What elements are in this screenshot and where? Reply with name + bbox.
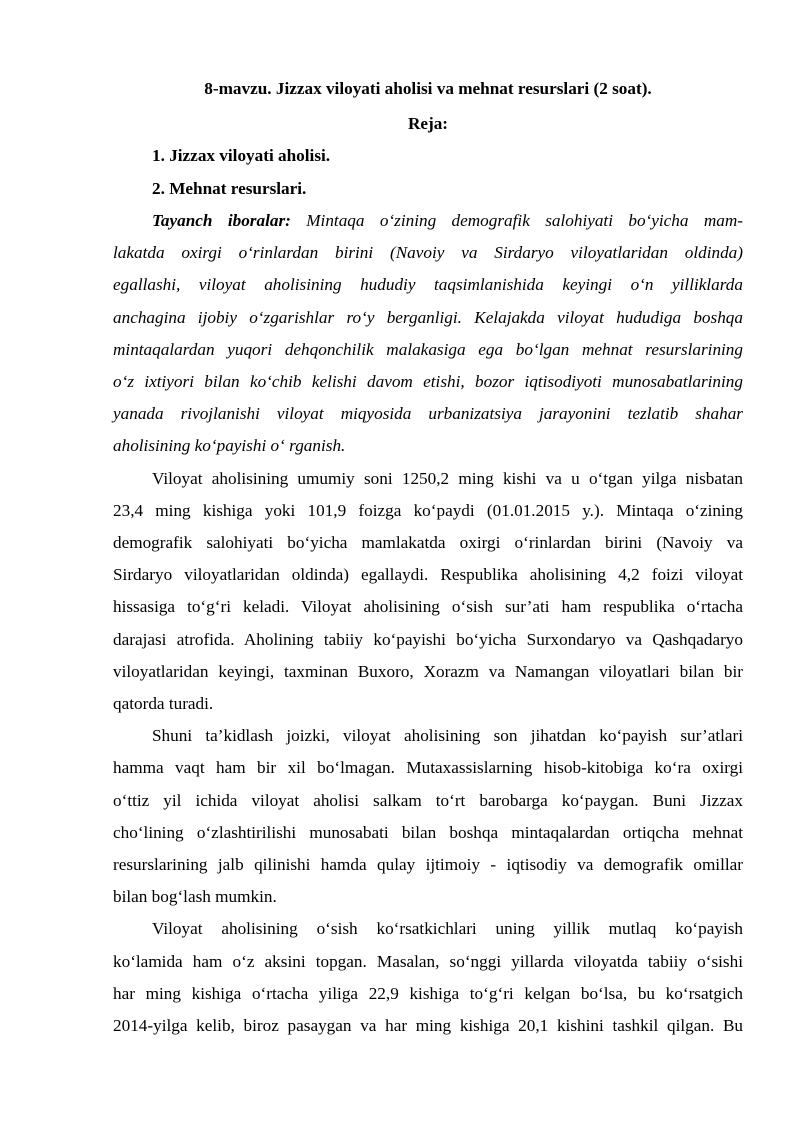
keywords-line: Tayanch iboralar: Mintaqa o‘zining demografik salohiyati bo‘yicha mam- <box>152 211 743 230</box>
paragraph-line: 2014-yilga kelib, biroz pasaygan va har ming kishiga 20,1 kishini tashkil qilgan. Bu <box>113 1016 743 1036</box>
plan-item: 1. Jizzax viloyati aholisi. <box>152 146 331 165</box>
paragraph-line: Viloyat aholisining o‘sish ko‘rsatkichlari uning yillik mutlaq ko‘payish <box>152 919 743 939</box>
keywords-paragraph <box>113 205 743 463</box>
keywords-line: lakatda oxirgi o‘rinlardan birini (Navoiy va Sirdaryo viloyatlaridan oldinda) <box>113 243 743 263</box>
paragraph-line: 23,4 ming kishiga yoki 101,9 foizga ko‘paydi (01.01.2015 y.). Mintaqa o‘zining <box>113 500 743 520</box>
document-title: 8-mavzu. Jizzax viloyati aholisi va mehnat resurslari (2 soat). <box>204 79 652 98</box>
paragraph-line: ko‘lamida ham o‘z aksini topgan. Masalan, so‘nggi yillarda viloyatda tabiiy o‘sishi <box>113 951 743 971</box>
keywords-line: o‘z ixtiyori bilan ko‘chib kelishi davom etishi, bozor iqtisodiyoti munosabatlarining <box>113 372 743 392</box>
body-paragraph <box>113 463 743 721</box>
paragraph-line: hissasiga to‘g‘ri keladi. Viloyat aholisining o‘sish sur’ati ham respublika o‘rtacha <box>113 597 743 617</box>
keywords-line: mintaqalardan yuqori dehqonchilik malakasiga ega bo‘lgan mehnat resurslarining <box>113 339 743 359</box>
paragraph-line: darajasi atrofida. Aholining tabiiy ko‘payishi bo‘yicha Surxondaryo va Qashqadaryo <box>113 629 743 649</box>
keywords-line: aholisining ko‘payishi o‘ rganish. <box>113 436 346 456</box>
body-paragraph <box>113 913 743 1042</box>
paragraph-line: Viloyat aholisining umumiy soni 1250,2 ming kishi va u o‘tgan yilga nisbatan <box>152 468 743 488</box>
keywords-line: anchagina ijobiy o‘zgarishlar ro‘y berganligi. Kelajakda viloyat hududiga boshqa <box>113 307 743 327</box>
keywords-label: Tayanch iboralar: <box>152 211 291 230</box>
paragraph-line: cho‘lining o‘zlashtirilishi munosabati bilan boshqa mintaqalardan ortiqcha mehnat <box>113 822 743 842</box>
keywords-line: egallashi, viloyat aholisining hududiy taqsimlanishida keyingi o‘n yilliklarda <box>113 275 743 295</box>
keywords-line: yanada rivojlanishi viloyat miqyosida urbanizatsiya jarayonini tezlatib shahar <box>113 404 743 424</box>
paragraph-line: qatorda turadi. <box>113 694 214 714</box>
paragraph-line: hamma vaqt ham bir xil bo‘lmagan. Mutaxassislarning hisob-kitobiga ko‘ra oxirgi <box>113 758 743 778</box>
paragraph-line: viloyatlaridan keyingi, taxminan Buxoro, Xorazm va Namangan viloyatlari bilan bir <box>113 661 743 681</box>
paragraph-line: bilan bog‘lash mumkin. <box>113 887 277 907</box>
paragraph-line: resurslarining jalb qilinishi hamda qulay ijtimoiy - iqtisodiy va demografik omillar <box>113 855 743 875</box>
body-paragraph <box>113 720 743 913</box>
paragraph-line: demografik salohiyati bo‘yicha mamlakatda oxirgi o‘rinlardan birini (Navoiy va <box>113 533 743 553</box>
plan-heading: Reja: <box>407 114 449 133</box>
paragraph-line: Shuni ta’kidlash joizki, viloyat aholisining son jihatdan ko‘payish sur’atlari <box>152 726 743 746</box>
plan-item: 2. Mehnat resurslari. <box>152 178 307 198</box>
paragraph-line: har ming kishiga o‘rtacha yiliga 22,9 kishiga to‘g‘ri kelgan bo‘lsa, bu ko‘rsatgich <box>113 983 743 1003</box>
paragraph-line: o‘ttiz yil ichida viloyat aholisi salkam to‘rt barobarga ko‘paygan. Buni Jizzax <box>113 790 743 810</box>
document-page <box>113 72 743 1042</box>
paragraph-line: Sirdaryo viloyatlaridan oldinda) egallaydi. Respublika aholisining 4,2 foizi viloyat <box>113 565 743 585</box>
